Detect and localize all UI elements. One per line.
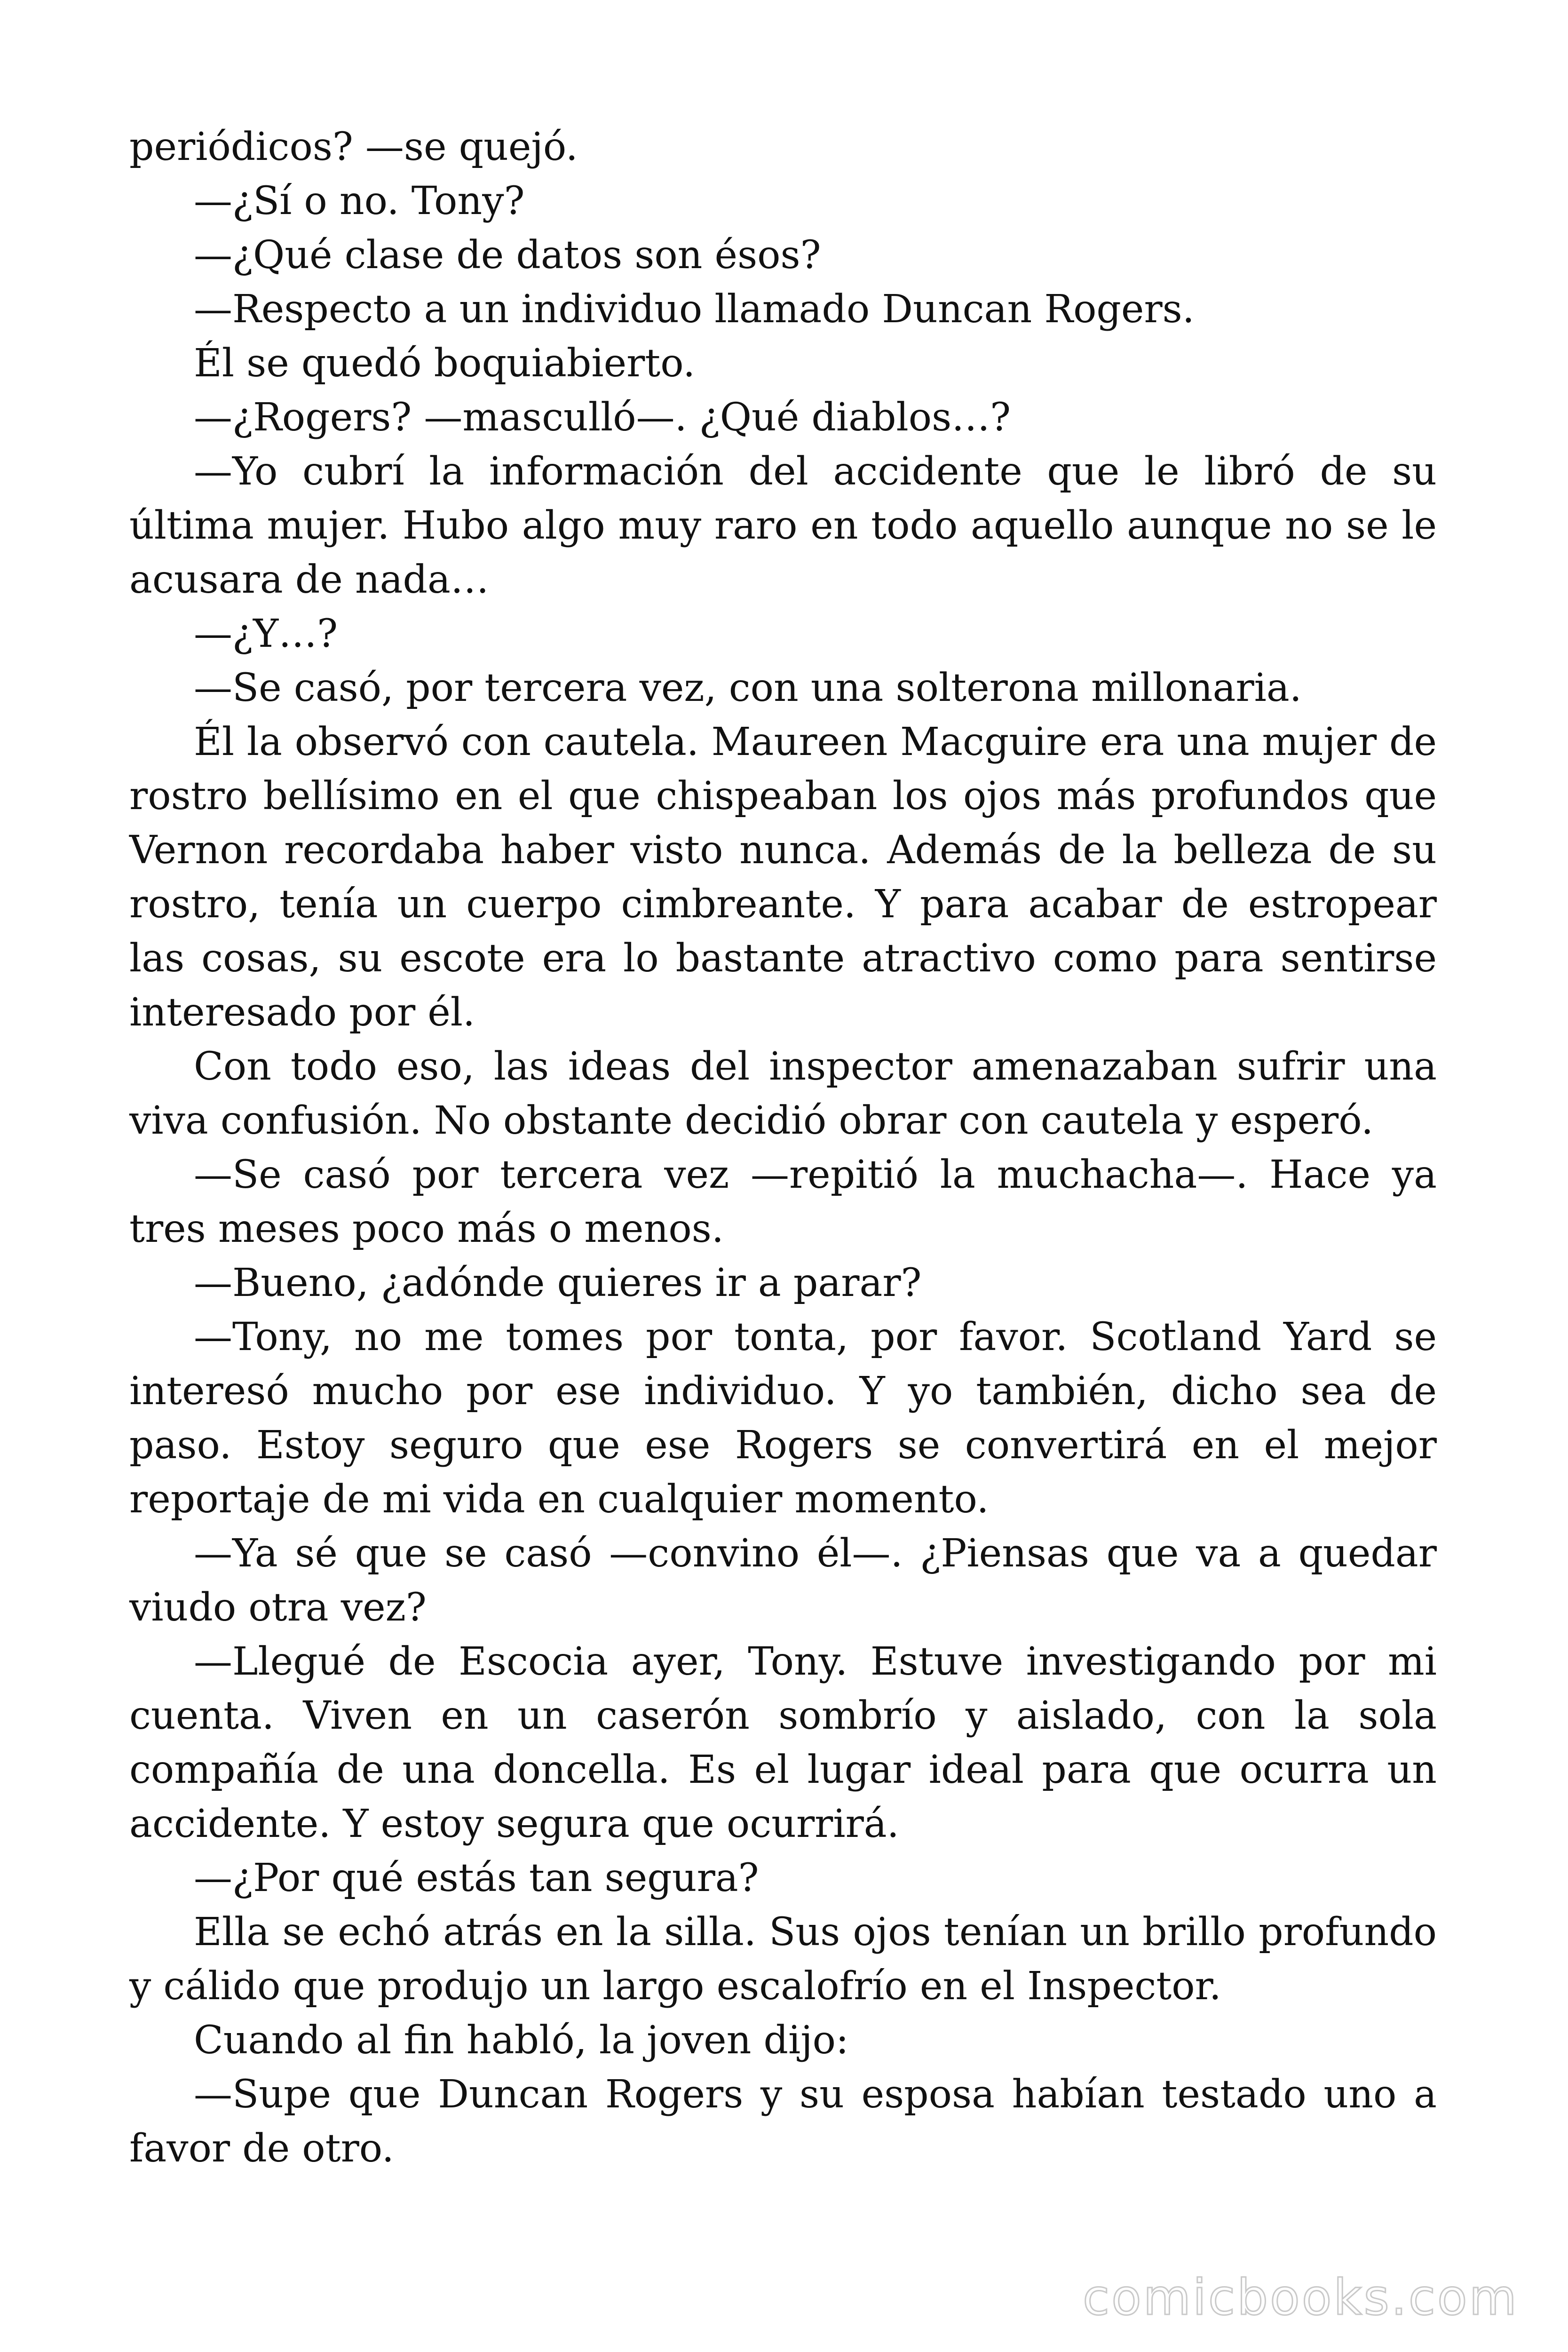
paragraph: Cuando al fin habló, la joven dijo: xyxy=(194,2018,849,2063)
paragraph: —¿Qué clase de datos son ésos? xyxy=(194,233,821,278)
page-text xyxy=(129,120,1437,2176)
paragraph: —Supe que Duncan Rogers y su esposa habían testado uno a favor de otro. xyxy=(129,2072,1437,2171)
paragraph: Ella se echó atrás en la silla. Sus ojos tenían un brillo profundo y cálido que produjo un largo escalofrío en el Inspector. xyxy=(129,1910,1437,2009)
paragraph: Él se quedó boquiabierto. xyxy=(194,341,696,386)
paragraph: Él la observó con cautela. Maureen Macguire era una mujer de rostro bellísimo en el que chispeaban los ojos más profundos que Vernon recordaba haber visto nunca. Además de la belleza de su rostro, tenía un cuerpo cimbreante. Y para acabar de estropear las cosas, su escote era lo bastante atractivo como para sentirse interesado por él. xyxy=(129,720,1437,1035)
paragraph: —Ya sé que se casó —convino él—. ¿Piensas que va a quedar viudo otra vez? xyxy=(129,1531,1437,1630)
paragraph: —Llegué de Escocia ayer, Tony. Estuve investigando por mi cuenta. Viven en un caserón sombrío y aislado, con la sola compañía de una doncella. Es el lugar ideal para que ocurra un accidente. Y estoy segura que ocurrirá. xyxy=(129,1639,1437,1846)
paragraph: —¿Sí o no. Tony? xyxy=(194,179,525,223)
paragraph: —Se casó por tercera vez —repitió la muchacha—. Hace ya tres meses poco más o menos. xyxy=(129,1152,1437,1251)
paragraph: —Se casó, por tercera vez, con una solterona millonaria. xyxy=(194,666,1302,710)
paragraph: —Tony, no me tomes por tonta, por favor. Scotland Yard se interesó mucho por ese individuo. Y yo también, dicho sea de paso. Estoy seguro que ese Rogers se convertirá en el mejor reportaje de mi vida en cualquier momento. xyxy=(129,1315,1437,1522)
paragraph: Con todo eso, las ideas del inspector amenazaban sufrir una viva confusión. No obstante decidió obrar con cautela y esperó. xyxy=(129,1044,1437,1143)
paragraph: —Yo cubrí la información del accidente que le libró de su última mujer. Hubo algo muy raro en todo aquello aunque no se le acusara de nada… xyxy=(129,449,1437,602)
paragraph: —¿Y…? xyxy=(194,612,338,656)
paragraph: periódicos? —se quejó. xyxy=(129,125,578,169)
paragraph: —Respecto a un individuo llamado Duncan Rogers. xyxy=(194,287,1195,332)
paragraph: —¿Rogers? —masculló—. ¿Qué diablos…? xyxy=(194,395,1011,440)
watermark: comicbooks.com xyxy=(1082,2269,1519,2326)
paragraph: —Bueno, ¿adónde quieres ir a parar? xyxy=(194,1261,922,1305)
paragraph: —¿Por qué estás tan segura? xyxy=(194,1856,759,1900)
